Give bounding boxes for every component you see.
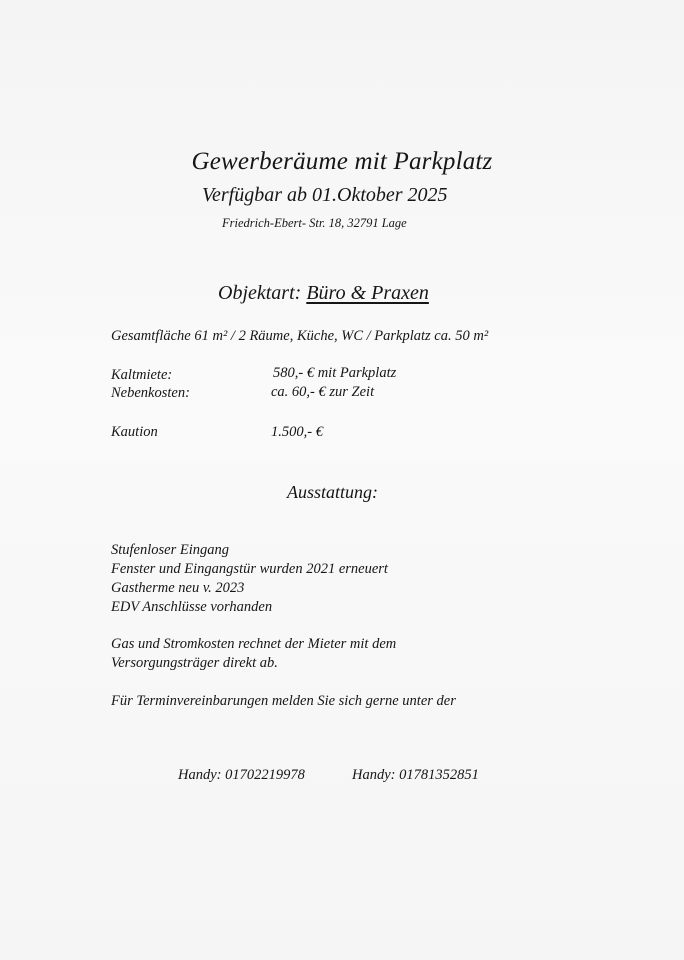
deposit-value: 1.500,- € <box>271 424 323 440</box>
property-type-label: Objektart: <box>218 282 302 304</box>
utility-note-line: Versorgungsträger direkt ab. <box>111 655 278 671</box>
page-title: Gewerberäume mit Parkplatz <box>191 148 493 175</box>
property-type-value: Büro & Praxen <box>306 282 429 304</box>
phone-number: Handy: 01781352851 <box>352 767 479 783</box>
property-address: Friedrich-Ebert- Str. 18, 32791 Lage <box>222 216 407 230</box>
availability-subtitle: Verfügbar ab 01.Oktober 2025 <box>202 184 448 206</box>
utility-note-line: Gas und Stromkosten rechnet der Mieter mit dem <box>111 636 397 652</box>
feature-item: Stufenloser Eingang <box>111 542 230 558</box>
cold-rent-value: 580,- € mit Parkplatz <box>273 365 397 381</box>
additional-costs-value: ca. 60,- € zur Zeit <box>271 384 375 400</box>
additional-costs-label: Nebenkosten: <box>111 385 190 401</box>
cold-rent-label: Kaltmiete: <box>111 367 173 383</box>
feature-item: EDV Anschlüsse vorhanden <box>111 599 273 615</box>
contact-intro: Für Terminvereinbarungen melden Sie sich gerne unter der <box>111 693 456 709</box>
phone-number: Handy: 01702219978 <box>178 767 305 783</box>
total-area: Gesamtfläche 61 m² / 2 Räume, Küche, WC / Parkplatz ca. 50 m² <box>111 328 489 344</box>
feature-item: Gastherme neu v. 2023 <box>111 580 245 596</box>
property-type <box>218 282 429 305</box>
deposit-label: Kaution <box>111 424 158 440</box>
feature-item: Fenster und Eingangstür wurden 2021 erneuert <box>111 561 388 577</box>
features-heading: Ausstattung: <box>287 482 379 502</box>
